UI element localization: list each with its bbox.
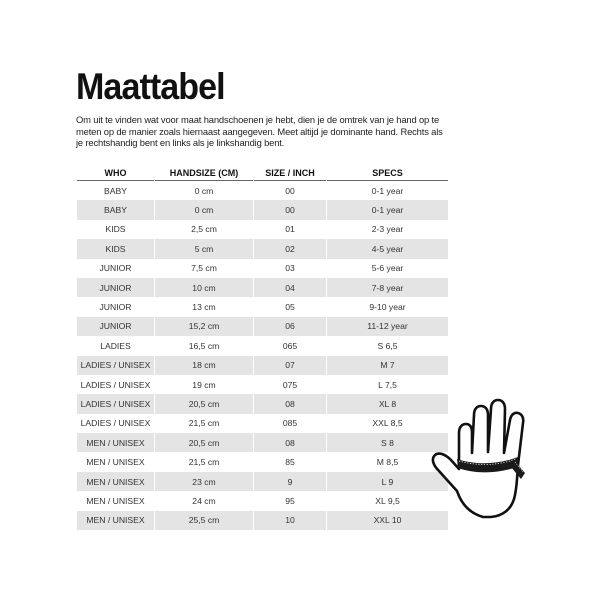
- cell-handsize: 20,5 cm: [155, 433, 253, 452]
- cell-who: JUNIOR: [77, 278, 154, 297]
- cell-size-inch: 07: [254, 356, 326, 375]
- cell-who: LADIES / UNISEX: [77, 356, 154, 375]
- cell-who: MEN / UNISEX: [77, 452, 154, 471]
- cell-handsize: 0 cm: [155, 181, 253, 200]
- cell-handsize: 0 cm: [155, 200, 253, 219]
- table-row: [77, 200, 448, 219]
- header-handsize: HANDSIZE (CM): [155, 158, 253, 181]
- cell-specs: L 7,5: [327, 375, 448, 394]
- cell-handsize: 23 cm: [155, 472, 253, 491]
- cell-who: JUNIOR: [77, 297, 154, 316]
- header-size-inch: SIZE / INCH: [254, 158, 326, 181]
- cell-size-inch: 00: [254, 200, 326, 219]
- table-row: [77, 394, 448, 413]
- intro-text: Om uit te vinden wat voor maat handschoenen je hebt, dien je de omtrek van je hand op te meten op de manier zoals hiernaast aangegeven. Meet altijd je dominante hand. Rechts als je rechtshandig bent en links als je linkshandig bent.: [76, 114, 443, 149]
- cell-who: MEN / UNISEX: [77, 472, 154, 491]
- cell-specs: 7-8 year: [327, 278, 448, 297]
- cell-who: MEN / UNISEX: [77, 511, 154, 530]
- table-row: [77, 491, 448, 510]
- cell-size-inch: 01: [254, 220, 326, 239]
- cell-specs: 0-1 year: [327, 181, 448, 200]
- cell-handsize: 19 cm: [155, 375, 253, 394]
- cell-size-inch: 085: [254, 414, 326, 433]
- cell-size-inch: 02: [254, 239, 326, 258]
- cell-handsize: 21,5 cm: [155, 414, 253, 433]
- cell-who: JUNIOR: [77, 259, 154, 278]
- table-row: [77, 452, 448, 471]
- cell-specs: L 9: [327, 472, 448, 491]
- table-row: [77, 259, 448, 278]
- table-header-row: [77, 158, 448, 181]
- page-title: Maattabel: [76, 66, 225, 107]
- cell-handsize: 21,5 cm: [155, 452, 253, 471]
- cell-size-inch: 05: [254, 297, 326, 316]
- cell-size-inch: 95: [254, 491, 326, 510]
- cell-specs: XL 9,5: [327, 491, 448, 510]
- cell-handsize: 10 cm: [155, 278, 253, 297]
- cell-size-inch: 10: [254, 511, 326, 530]
- cell-handsize: 5 cm: [155, 239, 253, 258]
- table-row: [77, 181, 448, 200]
- cell-handsize: 24 cm: [155, 491, 253, 510]
- cell-handsize: 7,5 cm: [155, 259, 253, 278]
- table-row: [77, 278, 448, 297]
- cell-size-inch: 00: [254, 181, 326, 200]
- cell-specs: 9-10 year: [327, 297, 448, 316]
- cell-size-inch: 9: [254, 472, 326, 491]
- cell-size-inch: 06: [254, 317, 326, 336]
- cell-size-inch: 03: [254, 259, 326, 278]
- cell-specs: 2-3 year: [327, 220, 448, 239]
- table-row: [77, 433, 448, 452]
- cell-size-inch: 075: [254, 375, 326, 394]
- table-row: [77, 297, 448, 316]
- cell-who: LADIES / UNISEX: [77, 394, 154, 413]
- cell-specs: S 8: [327, 433, 448, 452]
- cell-handsize: 2,5 cm: [155, 220, 253, 239]
- table-row: [77, 375, 448, 394]
- header-who: WHO: [77, 158, 154, 181]
- cell-who: LADIES: [77, 336, 154, 355]
- header-specs: SPECS: [327, 158, 448, 181]
- cell-who: BABY: [77, 200, 154, 219]
- cell-who: MEN / UNISEX: [77, 433, 154, 452]
- cell-specs: S 6,5: [327, 336, 448, 355]
- cell-specs: M 7: [327, 356, 448, 375]
- cell-handsize: 25,5 cm: [155, 511, 253, 530]
- cell-who: LADIES / UNISEX: [77, 414, 154, 433]
- cell-specs: 5-6 year: [327, 259, 448, 278]
- cell-who: KIDS: [77, 220, 154, 239]
- cell-who: KIDS: [77, 239, 154, 258]
- hand-measure-icon: [425, 395, 555, 525]
- table-row: [77, 356, 448, 375]
- cell-handsize: 18 cm: [155, 356, 253, 375]
- cell-size-inch: 065: [254, 336, 326, 355]
- cell-specs: 4-5 year: [327, 239, 448, 258]
- cell-specs: XXL 8,5: [327, 414, 448, 433]
- cell-size-inch: 85: [254, 452, 326, 471]
- cell-handsize: 13 cm: [155, 297, 253, 316]
- cell-size-inch: 08: [254, 394, 326, 413]
- size-table: [76, 158, 449, 530]
- table-row: [77, 511, 448, 530]
- cell-who: LADIES / UNISEX: [77, 375, 154, 394]
- cell-handsize: 15,2 cm: [155, 317, 253, 336]
- cell-specs: 0-1 year: [327, 200, 448, 219]
- table-row: [77, 472, 448, 491]
- cell-specs: XL 8: [327, 394, 448, 413]
- cell-specs: XXL 10: [327, 511, 448, 530]
- cell-size-inch: 04: [254, 278, 326, 297]
- cell-handsize: 20,5 cm: [155, 394, 253, 413]
- cell-who: MEN / UNISEX: [77, 491, 154, 510]
- table-row: [77, 317, 448, 336]
- table-row: [77, 336, 448, 355]
- cell-handsize: 16,5 cm: [155, 336, 253, 355]
- cell-size-inch: 08: [254, 433, 326, 452]
- table-row: [77, 414, 448, 433]
- table-row: [77, 220, 448, 239]
- cell-who: JUNIOR: [77, 317, 154, 336]
- cell-specs: 11-12 year: [327, 317, 448, 336]
- cell-who: BABY: [77, 181, 154, 200]
- cell-specs: M 8,5: [327, 452, 448, 471]
- table-row: [77, 239, 448, 258]
